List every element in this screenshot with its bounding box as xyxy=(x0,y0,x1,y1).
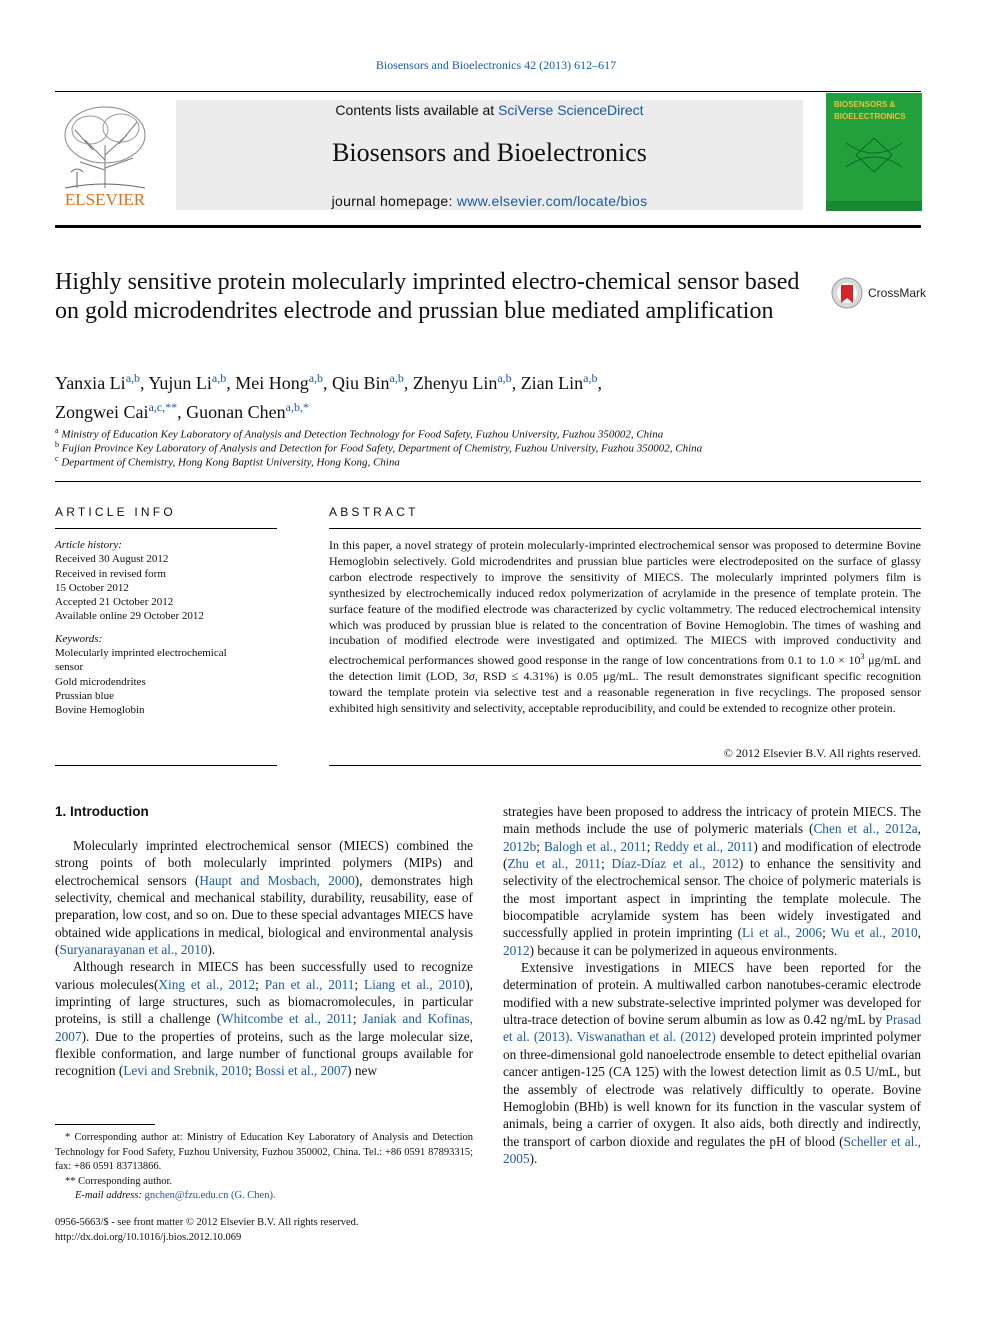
abstract-heading: ABSTRACT xyxy=(329,505,419,519)
citation-link[interactable]: Liang et al., 2010 xyxy=(364,976,466,992)
author-list xyxy=(55,366,815,424)
contents-line: Contents lists available at SciVerse ScienceDirect xyxy=(335,102,644,118)
citation-link[interactable]: Díaz-Díaz et al., 2012 xyxy=(611,856,739,872)
footnote: * Corresponding author at: Ministry of Education Key Laboratory of Analysis and Detection Technology for Food Safety, Fuzhou University, Fuzhou 350002, China. Tel.: +86 0591 87893315; fax: +86 0591 83713866. xyxy=(55,1132,474,1172)
svg-text:BIOELECTRONICS: BIOELECTRONICS xyxy=(834,112,906,121)
footnote: ** Corresponding author. xyxy=(65,1175,173,1187)
author-line-1 xyxy=(55,366,815,395)
section-heading-introduction: 1. Introduction xyxy=(55,804,149,819)
paragraph: Although research in MIECS has been successfully used to recognize various molecules(Xing et al., 2012; Pan et al., 2011; Liang et al., 2010), imprinting of large structures, such as biomacromolecules, in particular proteins, is still a challenge (Whitcombe et al., 2011; Janiak and Kofinas, 2007). Due to the properties of proteins, such as the large molecular size, flexible conformation, and large number of functional groups available for recognition (Levi and Srebnik, 2010; Bossi et al., 2007) new xyxy=(55,959,473,1079)
footnote-rule xyxy=(55,1124,155,1125)
footnotes xyxy=(55,1131,473,1204)
author[interactable]: Guonan Chen$^{a,b,*}$ xyxy=(186,400,309,422)
history-item: Received in revised form xyxy=(55,567,166,580)
keyword: Prussian blue xyxy=(55,689,114,702)
history-item: 15 October 2012 xyxy=(55,581,129,594)
svg-text:BIOSENSORS &: BIOSENSORS & xyxy=(834,100,896,109)
crossmark-badge[interactable] xyxy=(830,276,930,312)
citation-link[interactable]: Wu et al., 2010 xyxy=(830,925,918,941)
history-item: Received 30 August 2012 xyxy=(55,553,169,566)
citation-link[interactable]: Xing et al., 2012 xyxy=(158,976,256,992)
article-info-bottom-rule xyxy=(55,765,277,766)
citation-link[interactable]: Li et al., 2006 xyxy=(742,925,823,941)
article-info-heading: ARTICLE INFO xyxy=(55,505,176,519)
citation-link[interactable]: Bossi et al., 2007 xyxy=(255,1063,348,1079)
paragraph: Molecularly imprinted electrochemical sensor (MIECS) combined the strong points of both molecularly imprinted polymers (MIPs) and electrochemical sensors (Haupt and Mosbach, 2000), demonstrates high selectivity, chemical and mechanical stability, durability, reusability, ease of preparation, low cost, and so on. Due to these special advantages MIECS have obtained wide applications in medical, biological and environmental analysis (Suryanarayanan et al., 2010). xyxy=(55,838,473,958)
paragraph: strategies have been proposed to address the intricacy of protein MIECS. The main methods include the use of polymeric materials (Chen et al., 2012a, 2012b; Balogh et al., 2011; Reddy et al., 2011) and modification of electrode (Zhu et al., 2011; Díaz-Díaz et al., 2012) to enhance the sensitivity and selectivity of the electrochemical sensor. The choice of polymeric materials is the most important aspect in imprinting the template molecule. The biocompatible acrylamide system has been widely investigated and successfully applied in protein imprinting (Li et al., 2006; Wu et al., 2010, 2012) because it can be polymerized in aqueous environments. xyxy=(503,804,921,958)
citation-link[interactable]: Chen et al., 2012a xyxy=(813,821,918,837)
homepage-link[interactable]: www.elsevier.com/locate/bios xyxy=(456,193,648,209)
citation-link[interactable]: Scheller et al., 2005 xyxy=(503,1133,921,1166)
crossmark-icon xyxy=(830,276,866,312)
author[interactable]: Yujun Li$^{a,b}$, xyxy=(148,371,236,393)
citation-link[interactable]: Pan et al., 2011 xyxy=(264,976,355,992)
keywords-label: Keywords: xyxy=(55,632,103,645)
intro-right-column xyxy=(503,803,921,1167)
author[interactable]: Zian Lin$^{a,b}$, xyxy=(520,371,602,393)
citation-link[interactable]: Suryanarayanan et al., 2010 xyxy=(59,942,208,958)
affiliation-a: $^a$ Ministry of Education Key Laboratory of Analysis and Detection Technology for Food Safety, Fuzhou University, Fuzhou 350002, China xyxy=(55,426,664,441)
journal-cover[interactable] xyxy=(826,93,922,211)
affiliation-b: $^b$ Fujian Province Key Laboratory of Analysis and Detection for Food Safety, Department of Chemistry, Fuzhou University, Fuzhou 350002, China xyxy=(55,440,703,455)
abstract-text: In this paper, a novel strategy of protein molecularly-imprinted electrochemical sensor was proposed to determine Bovine Hemoglobin selectively. Gold microdendrites and prussian blue particles were electrodeposited on the surface of glassy carbon electrode respectively to improve the sensitivity of MIECS. The molecularly imprinted polymers film is synthesized by electrochemically induced redox polymerization of acrylamide in the presence of template protein. The surface feature of the modified electrode was characterized by cyclic voltammetry. The reduced electrochemical intensity which was produced by prussian blue is related to the concentration of Bovine Hemoglobin. The times of washing and incubation of modified electrode were investigated and optimized. The MIECS with improved conductivity and electrochemical performances showed good response in the range of low concentrations from 0.1 to $1.0 \times 10^3$ μg/mL and the detection limit (LOD, 3σ, RSD ≤ 4.31%) is 0.05 μg/mL. The result demonstrates significant specific recognition toward the template protein via selective test and a reasonable regeneration in five recyclings. The proposed sensor exhibited high sensitivity and selectivity, acceptable reproducibility, and could be extended to recognize other protein. xyxy=(329,538,922,716)
header-rule xyxy=(55,91,921,92)
history-item: Available online 29 October 2012 xyxy=(55,610,204,623)
crossmark-label: CrossMark xyxy=(868,286,927,300)
homepage-line: journal homepage: www.elsevier.com/locate/bios xyxy=(331,193,648,209)
paragraph: Extensive investigations in MIECS have been reported for the determination of protein. A multiwalled carbon nanotubes-ceramic electrode modified with a new substrate-selective imprinted polymer was developed for ultra-trace detection of bovine serum albumin as low as 0.42 ng/mL by Prasad et al. (2013). Viswanathan et al. (2012) developed protein imprinted polymer on three-dimensional gold nanoelectrode ensemble to detect epithelial ovarian cancer antigen-125 (CA 125) with the lowest detection limit as 0.5 U/mL, but the assembly of electrode was relatively difficultly to operate. Bovine Hemoglobin (BHb) is well known for its function in the vascular system of animals, being a carrier of oxygen. It also aids, both directly and indirectly, the transport of carbon dioxide and regulates the pH of blood (Scheller et al., 2005). xyxy=(503,960,921,1166)
abstract-rule xyxy=(329,528,921,529)
email-link[interactable]: gnchen@fzu.edu.cn (G. Chen). xyxy=(141,1190,276,1201)
history-label: Article history: xyxy=(55,539,122,551)
page-footer xyxy=(55,1216,475,1245)
header-thick-rule xyxy=(55,225,921,228)
author[interactable]: Zhenyu Lin$^{a,b}$, xyxy=(412,371,521,393)
history-item: Accepted 21 October 2012 xyxy=(55,596,174,609)
citation-link[interactable]: Reddy et al., 2011 xyxy=(654,838,754,854)
keyword: Bovine Hemoglobin xyxy=(55,704,145,717)
author-line-2 xyxy=(55,395,815,424)
intro-left-column xyxy=(55,837,473,1080)
cover-image xyxy=(826,93,922,211)
citation-link[interactable]: Whitcombe et al., 2011 xyxy=(221,1011,353,1027)
author[interactable]: Yanxia Li$^{a,b}$, xyxy=(55,371,149,393)
keyword: Molecularly imprinted electrochemical xyxy=(55,647,227,660)
citation-link[interactable]: Levi and Srebnik, 2010 xyxy=(123,1063,249,1079)
journal-name: Biosensors and Bioelectronics xyxy=(332,138,647,167)
citation-link[interactable]: Janiak and Kofinas, 2007 xyxy=(55,1011,473,1044)
author[interactable]: Qiu Bin$^{a,b}$, xyxy=(332,371,413,393)
elsevier-logo xyxy=(55,100,155,210)
keyword: Gold microdendrites xyxy=(55,675,146,688)
doi-link[interactable]: http://dx.doi.org/10.1016/j.bios.2012.10.069 xyxy=(55,1231,242,1243)
keyword: sensor xyxy=(55,661,84,674)
citation-link[interactable]: Balogh et al., 2011 xyxy=(544,838,647,854)
citation-link[interactable]: 2012b xyxy=(503,838,537,854)
abstract-bottom-rule xyxy=(329,765,921,766)
journal-citation[interactable]: Biosensors and Bioelectronics 42 (2013) 612–617 xyxy=(375,58,617,72)
issn-line: 0956-5663/$ - see front matter © 2012 Elsevier B.V. All rights reserved. xyxy=(55,1217,359,1228)
affiliation-c: $^c$ Department of Chemistry, Hong Kong Baptist University, Hong Kong, China xyxy=(55,454,400,469)
footnote-email: E-mail address: gnchen@fzu.edu.cn (G. Chen). xyxy=(75,1190,276,1201)
elsevier-wordmark: ELSEVIER xyxy=(64,190,146,209)
section-rule xyxy=(55,481,921,482)
citation-link[interactable]: Haupt and Mosbach, 2000 xyxy=(199,872,355,888)
copyright: © 2012 Elsevier B.V. All rights reserved. xyxy=(723,746,921,760)
citation-link[interactable]: Prasad et al. (2013) xyxy=(503,1012,921,1045)
sciencedirect-link[interactable]: SciVerse ScienceDirect xyxy=(498,102,644,118)
article-title: Highly sensitive protein molecularly imprinted electro-chemical sensor based on gold microdendrites electrode and prussian blue mediated amplification xyxy=(55,269,800,324)
article-info-rule xyxy=(55,528,277,529)
tree-icon xyxy=(55,100,155,210)
author[interactable]: Zongwei Cai$^{a,c,**}$, xyxy=(55,400,187,422)
citation-link[interactable]: 2012 xyxy=(503,942,530,958)
citation-link[interactable]: Viswanathan et al. (2012) xyxy=(576,1029,716,1045)
citation-link[interactable]: Zhu et al., 2011 xyxy=(507,856,602,872)
article-info xyxy=(55,538,277,718)
author[interactable]: Mei Hong$^{a,b}$, xyxy=(235,371,333,393)
